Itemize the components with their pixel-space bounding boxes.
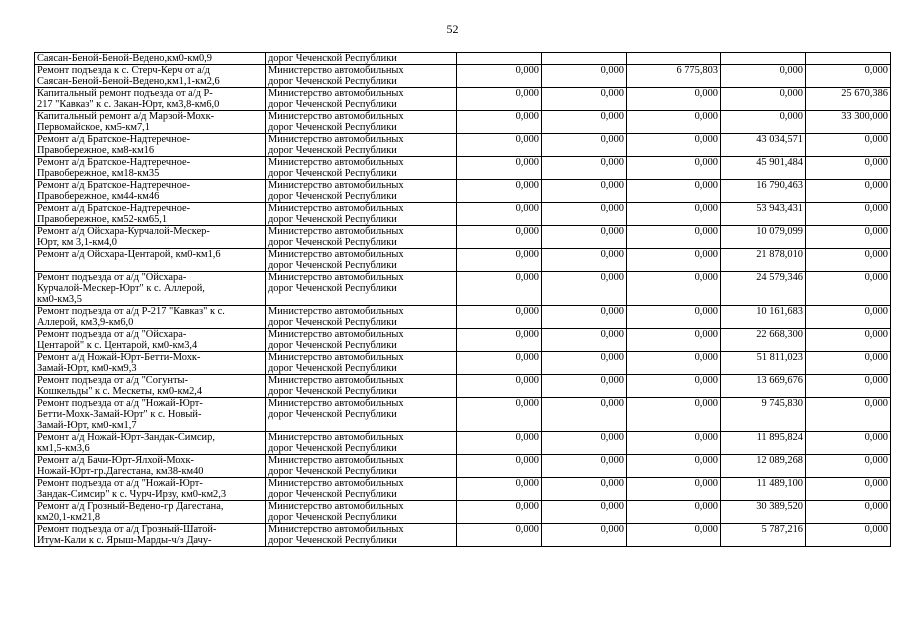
cell-value: 0,000: [542, 203, 627, 226]
cell-value: 0,000: [542, 432, 627, 455]
cell-value: 0,000: [806, 249, 891, 272]
cell-value: 0,000: [627, 249, 721, 272]
cell-value: 0,000: [806, 306, 891, 329]
table-row: [35, 249, 891, 272]
cell-value: 0,000: [457, 524, 542, 547]
table-row: [35, 203, 891, 226]
cell-organization: Министерство автомобильных дорог Чеченской Республики: [266, 249, 457, 272]
cell-value: 11 895,824: [721, 432, 806, 455]
cell-value: 0,000: [627, 180, 721, 203]
cell-value: [721, 53, 806, 65]
cell-value: 0,000: [806, 478, 891, 501]
cell-value: 9 745,830: [721, 398, 806, 432]
cell-organization: Министерство автомобильных дорог Чеченской Республики: [266, 306, 457, 329]
table-row: [35, 432, 891, 455]
cell-object-name: Ремонт а/д Ойсхара-Центарой, км0-км1,6: [35, 249, 266, 272]
cell-organization: Министерство автомобильных дорог Чеченской Республики: [266, 111, 457, 134]
cell-value: 13 669,676: [721, 375, 806, 398]
cell-value: 0,000: [627, 329, 721, 352]
cell-value: 0,000: [542, 88, 627, 111]
cell-object-name: Ремонт подъезда от а/д "Ойсхара- Центарой" к с. Центарой, км0-км3,4: [35, 329, 266, 352]
cell-value: [806, 53, 891, 65]
cell-value: 0,000: [542, 478, 627, 501]
cell-value: 0,000: [457, 88, 542, 111]
page-number: 52: [446, 22, 459, 36]
cell-value: 0,000: [806, 329, 891, 352]
cell-value: 0,000: [627, 306, 721, 329]
cell-value: 0,000: [806, 398, 891, 432]
cell-value: 0,000: [457, 329, 542, 352]
cell-value: 0,000: [457, 398, 542, 432]
cell-value: 0,000: [457, 272, 542, 306]
cell-value: [627, 53, 721, 65]
table-row: [35, 180, 891, 203]
cell-object-name: Ремонт а/д Ойсхара-Курчалой-Мескер- Юрт, км 3,1-км4,0: [35, 226, 266, 249]
cell-object-name: Ремонт подъезда от а/д "Согунты- Кошкельды" к с. Мескеты, км0-км2,4: [35, 375, 266, 398]
table-row-continued: [35, 53, 891, 65]
cell-object-name: Ремонт подъезда от а/д Р-217 "Кавказ" к с. Аллерой, км3,9-км6,0: [35, 306, 266, 329]
cell-value: 0,000: [806, 501, 891, 524]
cell-object-name: Ремонт а/д Ножай-Юрт-Бетти-Мохк- Замай-Юрт, км0-км9,3: [35, 352, 266, 375]
cell-value: 0,000: [627, 524, 721, 547]
cell-object-name: Ремонт а/д Братское-Надтеречное- Правобережное, км8-км16: [35, 134, 266, 157]
cell-value: 0,000: [627, 111, 721, 134]
cell-value: 21 878,010: [721, 249, 806, 272]
cell-object-name: Саясан-Беной-Беной-Ведено,км0-км0,9: [35, 53, 266, 65]
cell-object-name: Ремонт а/д Братское-Надтеречное- Правобережное, км18-км35: [35, 157, 266, 180]
cell-value: 0,000: [627, 375, 721, 398]
cell-organization: Министерство автомобильных дорог Чеченской Республики: [266, 226, 457, 249]
cell-value: 0,000: [542, 329, 627, 352]
cell-value: 0,000: [542, 134, 627, 157]
table-row: [35, 226, 891, 249]
cell-value: 0,000: [627, 272, 721, 306]
cell-organization: Министерство автомобильных дорог Чеченской Республики: [266, 88, 457, 111]
table-row: [35, 88, 891, 111]
cell-value: 5 787,216: [721, 524, 806, 547]
cell-value: 0,000: [542, 65, 627, 88]
cell-value: 43 034,571: [721, 134, 806, 157]
table-row: [35, 478, 891, 501]
cell-organization: Министерство автомобильных дорог Чеченской Республики: [266, 432, 457, 455]
cell-value: 0,000: [627, 134, 721, 157]
cell-value: [457, 53, 542, 65]
table-row: [35, 501, 891, 524]
table-row: [35, 157, 891, 180]
cell-organization: Министерство автомобильных дорог Чеченской Республики: [266, 134, 457, 157]
cell-value: 0,000: [457, 455, 542, 478]
cell-value: 0,000: [542, 306, 627, 329]
cell-value: 0,000: [627, 352, 721, 375]
cell-value: 0,000: [542, 501, 627, 524]
cell-value: 0,000: [627, 455, 721, 478]
cell-value: 0,000: [457, 306, 542, 329]
cell-organization: Министерство автомобильных дорог Чеченской Республики: [266, 478, 457, 501]
table-row: [35, 111, 891, 134]
cell-value: 0,000: [806, 455, 891, 478]
cell-value: 0,000: [627, 398, 721, 432]
cell-value: 0,000: [627, 478, 721, 501]
cell-organization: Министерство автомобильных дорог Чеченской Республики: [266, 524, 457, 547]
cell-organization: Министерство автомобильных дорог Чеченской Республики: [266, 157, 457, 180]
cell-object-name: Ремонт а/д Грозный-Ведено-гр Дагестана, км20,1-км21,8: [35, 501, 266, 524]
cell-value: 0,000: [627, 203, 721, 226]
cell-value: 0,000: [627, 501, 721, 524]
cell-value: 0,000: [721, 65, 806, 88]
cell-value: 0,000: [457, 203, 542, 226]
cell-value: 0,000: [806, 272, 891, 306]
cell-value: 0,000: [806, 352, 891, 375]
cell-value: 30 389,520: [721, 501, 806, 524]
cell-value: 0,000: [542, 180, 627, 203]
cell-value: 24 579,346: [721, 272, 806, 306]
cell-value: 0,000: [457, 501, 542, 524]
cell-value: 0,000: [806, 203, 891, 226]
cell-organization: Министерство автомобильных дорог Чеченской Республики: [266, 352, 457, 375]
cell-value: 11 489,100: [721, 478, 806, 501]
cell-organization: дорог Чеченской Республики: [266, 53, 457, 65]
cell-value: 0,000: [457, 111, 542, 134]
cell-value: 0,000: [542, 226, 627, 249]
cell-object-name: Ремонт подъезда к с. Стерч-Керч от а/д Саясан-Беной-Беной-Ведено,км1,1-км2,6: [35, 65, 266, 88]
table-row: [35, 352, 891, 375]
cell-value: 0,000: [806, 65, 891, 88]
cell-object-name: Капитальный ремонт подъезда от а/д Р- 217 "Кавказ" к с. Закан-Юрт, км3,8-км6,0: [35, 88, 266, 111]
cell-value: 0,000: [806, 157, 891, 180]
table-row: [35, 375, 891, 398]
cell-value: 0,000: [542, 111, 627, 134]
table-row: [35, 455, 891, 478]
cell-object-name: Ремонт подъезда от а/д "Ойсхара- Курчалой-Мескер-Юрт" к с. Аллерой, км0-км3,5: [35, 272, 266, 306]
cell-value: 0,000: [806, 180, 891, 203]
cell-value: 0,000: [542, 352, 627, 375]
cell-value: 0,000: [542, 375, 627, 398]
cell-value: 25 670,386: [806, 88, 891, 111]
cell-organization: Министерство автомобильных дорог Чеченской Республики: [266, 272, 457, 306]
table-row: [35, 398, 891, 432]
cell-value: 16 790,463: [721, 180, 806, 203]
cell-value: 51 811,023: [721, 352, 806, 375]
cell-value: 0,000: [457, 180, 542, 203]
cell-value: 10 079,099: [721, 226, 806, 249]
cell-value: 0,000: [457, 226, 542, 249]
cell-value: 0,000: [627, 226, 721, 249]
cell-value: 0,000: [457, 478, 542, 501]
cell-organization: Министерство автомобильных дорог Чеченской Республики: [266, 501, 457, 524]
cell-organization: Министерство автомобильных дорог Чеченской Республики: [266, 455, 457, 478]
cell-value: 0,000: [806, 134, 891, 157]
cell-object-name: Ремонт подъезда от а/д "Ножай-Юрт- Бетти-Мохк-Замай-Юрт" к с. Новый- Замай-Юрт, км0-км1,7: [35, 398, 266, 432]
cell-organization: Министерство автомобильных дорог Чеченской Республики: [266, 65, 457, 88]
cell-object-name: Ремонт а/д Бачи-Юрт-Ялхой-Мохк- Ножай-Юрт-гр.Дагестана, км38-км40: [35, 455, 266, 478]
cell-organization: Министерство автомобильных дорог Чеченской Республики: [266, 375, 457, 398]
cell-object-name: Ремонт подъезда от а/д Грозный-Шатой- Итум-Кали к с. Ярыш-Марды-ч/з Дачу-: [35, 524, 266, 547]
cell-value: 0,000: [542, 249, 627, 272]
cell-value: 0,000: [542, 524, 627, 547]
cell-value: 53 943,431: [721, 203, 806, 226]
cell-value: 0,000: [806, 432, 891, 455]
cell-value: 22 668,300: [721, 329, 806, 352]
cell-value: 0,000: [542, 398, 627, 432]
cell-value: 6 775,803: [627, 65, 721, 88]
cell-value: 0,000: [457, 352, 542, 375]
table-row: [35, 65, 891, 88]
cell-value: 0,000: [457, 134, 542, 157]
cell-organization: Министерство автомобильных дорог Чеченской Республики: [266, 329, 457, 352]
table-row: [35, 134, 891, 157]
road-repair-budget-table: [34, 52, 891, 547]
table-row: [35, 272, 891, 306]
cell-value: 0,000: [457, 157, 542, 180]
cell-object-name: Ремонт а/д Братское-Надтеречное- Правобережное, км52-км65,1: [35, 203, 266, 226]
cell-value: [542, 53, 627, 65]
cell-value: 0,000: [457, 65, 542, 88]
cell-value: 0,000: [542, 272, 627, 306]
cell-value: 0,000: [806, 226, 891, 249]
cell-value: 0,000: [627, 157, 721, 180]
cell-organization: Министерство автомобильных дорог Чеченской Республики: [266, 398, 457, 432]
cell-value: 0,000: [806, 375, 891, 398]
cell-value: 0,000: [457, 249, 542, 272]
table-row: [35, 306, 891, 329]
cell-value: 33 300,000: [806, 111, 891, 134]
cell-object-name: Капитальный ремонт а/д Марзой-Мохк- Первомайское, км5-км7,1: [35, 111, 266, 134]
cell-value: 0,000: [627, 88, 721, 111]
cell-value: 0,000: [721, 111, 806, 134]
table-row: [35, 524, 891, 547]
cell-object-name: Ремонт подъезда от а/д "Ножай-Юрт- Зандак-Симсир" к с. Чурч-Ирзу, км0-км2,3: [35, 478, 266, 501]
cell-value: 45 901,484: [721, 157, 806, 180]
cell-value: 0,000: [806, 524, 891, 547]
cell-organization: Министерство автомобильных дорог Чеченской Республики: [266, 203, 457, 226]
cell-value: 0,000: [542, 455, 627, 478]
cell-value: 12 089,268: [721, 455, 806, 478]
cell-value: 0,000: [627, 432, 721, 455]
cell-value: 0,000: [542, 157, 627, 180]
cell-organization: Министерство автомобильных дорог Чеченской Республики: [266, 180, 457, 203]
cell-value: 0,000: [457, 375, 542, 398]
cell-object-name: Ремонт а/д Братское-Надтеречное- Правобережное, км44-км46: [35, 180, 266, 203]
cell-value: 0,000: [721, 88, 806, 111]
cell-value: 0,000: [457, 432, 542, 455]
cell-value: 10 161,683: [721, 306, 806, 329]
table-row: [35, 329, 891, 352]
cell-object-name: Ремонт а/д Ножай-Юрт-Зандак-Симсир, км1,5-км3,6: [35, 432, 266, 455]
